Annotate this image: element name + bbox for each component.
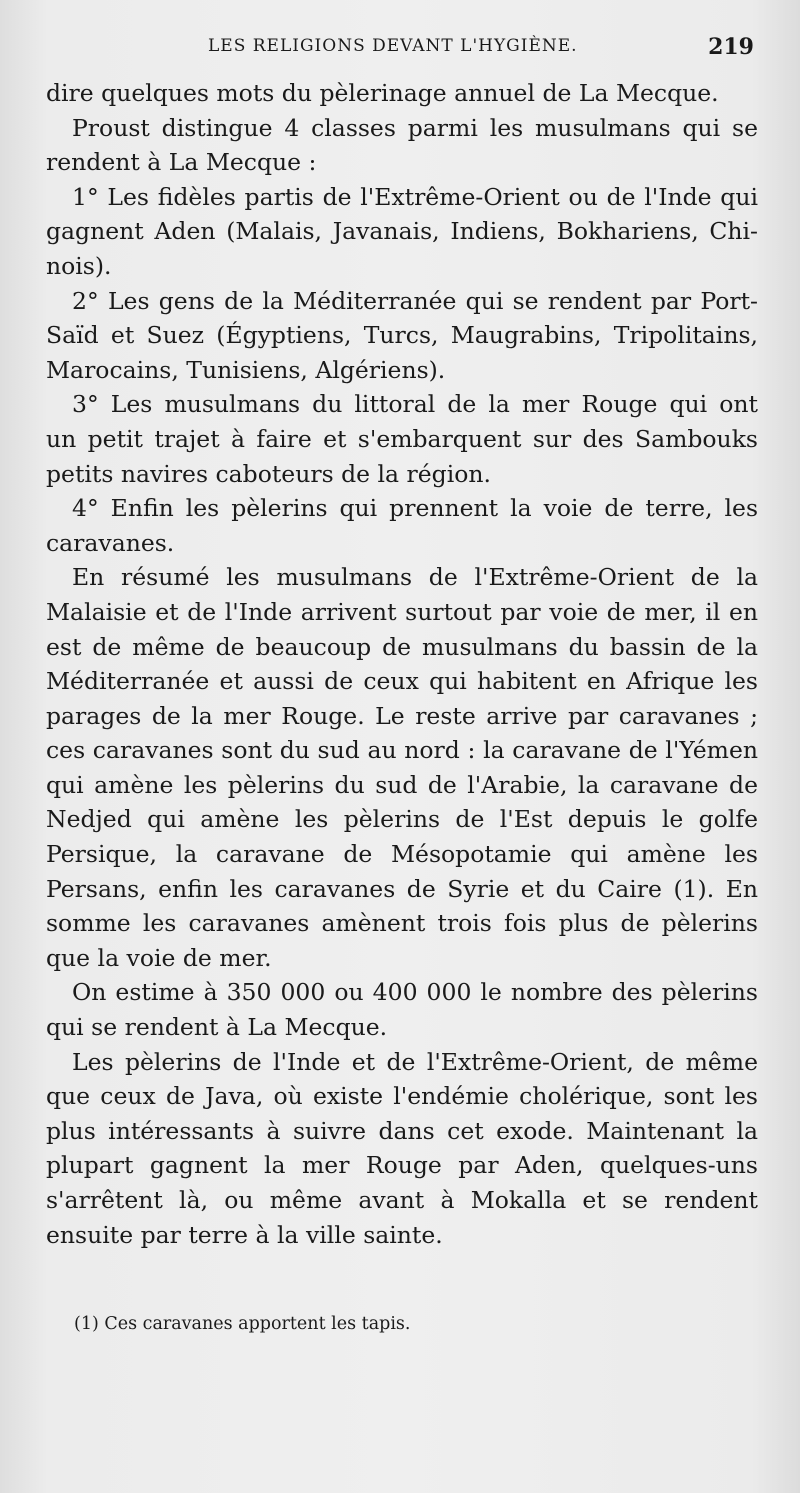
page-header (40, 36, 754, 66)
text-line: que la voie de mer. (46, 943, 272, 972)
text-line: ensuite par terre à la ville sainte. (46, 1220, 443, 1249)
text-line: Saïd et Suez (Égyptiens, Turcs, Maugrabins, Tripolitains, (46, 321, 758, 350)
text-line: parages de la mer Rouge. Le reste arrive par caravanes ; (46, 701, 758, 730)
text-line: Persans, enfin les caravanes de Syrie et du Caire (1). En (46, 874, 758, 903)
text-line: dire quelques mots du pèlerinage annuel de La Mecque. (46, 79, 719, 107)
footnote: (1) Ces caravanes apportent les tapis. (74, 1314, 411, 1334)
text-line: En résumé les musulmans de l'Extrême-Orient de la (72, 563, 758, 592)
text-line: Proust distingue 4 classes parmi les musulmans qui se (72, 113, 758, 142)
text-line: que ceux de Java, où existe l'endémie cholérique, sont les (46, 1082, 758, 1111)
text-line: Méditerranée et aussi de ceux qui habitent en Afrique les (46, 667, 758, 696)
text-line: 4° Enfin les pèlerins qui prennent la voie de terre, les (72, 494, 758, 523)
running-head: LES RELIGIONS DEVANT L'HYGIÈNE. (208, 36, 578, 56)
text-line: Les pèlerins de l'Inde et de l'Extrême-Orient, de même (72, 1047, 758, 1076)
text-line: plus intéressants à suivre dans cet exode. Maintenant la (46, 1116, 758, 1145)
text-line: 1° Les fidèles partis de l'Extrême-Orient ou de l'Inde qui (72, 182, 758, 211)
text-line: On estime à 350 000 ou 400 000 le nombre des pèlerins (72, 978, 758, 1007)
text-line: un petit trajet à faire et s'embarquent sur des Sambouks (46, 424, 758, 453)
page-number: 219 (708, 34, 754, 60)
text-line: ces caravanes sont du sud au nord : la caravane de l'Yémen (46, 736, 758, 765)
text-line: rendent à La Mecque : (46, 148, 317, 177)
text-line: Persique, la caravane de Mésopotamie qui amène les (46, 840, 758, 869)
text-line: Malaisie et de l'Inde arrivent surtout par voie de mer, il en (46, 597, 758, 626)
text-line: Nedjed qui amène les pèlerins de l'Est depuis le golfe (46, 805, 758, 834)
text-line: plupart gagnent la mer Rouge par Aden, quelques-uns (46, 1151, 758, 1180)
text-line: petits navires caboteurs de la région. (46, 459, 491, 488)
text-line: qui amène les pèlerins du sud de l'Arabie, la caravane de (46, 770, 758, 799)
text-line: qui se rendent à La Mecque. (46, 1013, 388, 1042)
text-line: gagnent Aden (Malais, Javanais, Indiens, Bokhariens, Chi- (46, 217, 758, 246)
text-line: nois). (46, 251, 112, 280)
text-line: Marocains, Tunisiens, Algériens). (46, 355, 446, 384)
text-line: s'arrêtent là, ou même avant à Mokalla et se rendent (46, 1186, 758, 1214)
text-line: 2° Les gens de la Méditerranée qui se rendent par Port- (72, 286, 758, 315)
text-line: caravanes. (46, 528, 175, 557)
text-line: est de même de beaucoup de musulmans du bassin de la (46, 632, 758, 661)
text-line: 3° Les musulmans du littoral de la mer Rouge qui ont (72, 390, 758, 419)
body-text (46, 76, 758, 1252)
text-line: somme les caravanes amènent trois fois plus de pèlerins (46, 909, 758, 938)
